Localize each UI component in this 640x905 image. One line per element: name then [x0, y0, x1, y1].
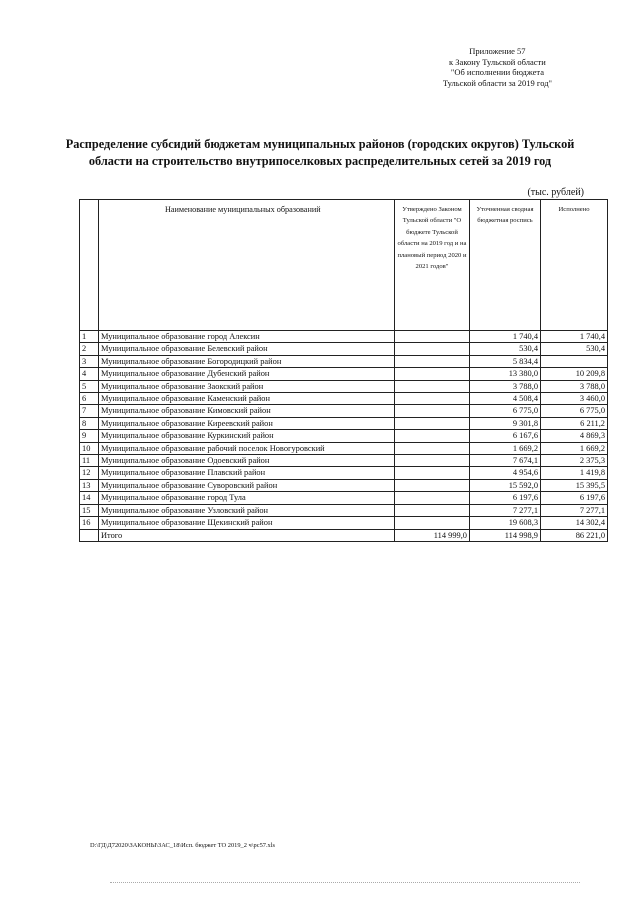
row-approved: [395, 393, 470, 405]
bottom-dotted-line: [110, 882, 580, 883]
row-name: Муниципальное образование Белевский район: [99, 343, 395, 355]
row-executed: 6 775,0: [541, 405, 608, 417]
table-row: [80, 430, 608, 442]
row-refined: 7 277,1: [470, 504, 541, 516]
row-index: 11: [80, 455, 99, 467]
document-title: [60, 136, 580, 170]
table-row: [80, 467, 608, 479]
row-executed: 6 211,2: [541, 417, 608, 429]
appendix-line-1: Приложение 57: [469, 46, 526, 56]
row-refined: 9 301,8: [470, 417, 541, 429]
total-executed: 86 221,0: [541, 529, 608, 541]
total-approved: 114 999,0: [395, 529, 470, 541]
row-index: 10: [80, 442, 99, 454]
row-name: Муниципальное образование Плавский район: [99, 467, 395, 479]
row-name: Муниципальное образование рабочий поселок Новогуровский: [99, 442, 395, 454]
header-refined: Уточненная сводная бюджетная роспись: [470, 200, 541, 331]
row-refined: 1 740,4: [470, 331, 541, 343]
row-name: Муниципальное образование Суворовский район: [99, 479, 395, 491]
row-name: Муниципальное образование Дубенский район: [99, 368, 395, 380]
header-name: Наименование муниципальных образований: [99, 200, 395, 331]
appendix-line-4: Тульской области за 2019 год": [442, 77, 552, 88]
table-row: [80, 517, 608, 529]
table-row: [80, 368, 608, 380]
subsidy-table: [79, 199, 608, 542]
file-path-footer: D:\ГД\Д72020\ЗАКОНЫ\ЗАС_18\Исп. бюджет ТО 2019_2 ч\рс57.xls: [90, 842, 276, 849]
row-name: Муниципальное образование Щекинский район: [99, 517, 395, 529]
row-approved: [395, 380, 470, 392]
row-index: 3: [80, 355, 99, 367]
row-approved: [395, 455, 470, 467]
table-row: [80, 492, 608, 504]
table-body: [80, 331, 608, 542]
row-executed: 14 302,4: [541, 517, 608, 529]
row-executed: 1 669,2: [541, 442, 608, 454]
row-index: 15: [80, 504, 99, 516]
row-executed: 7 277,1: [541, 504, 608, 516]
total-index: [80, 529, 99, 541]
row-index: 12: [80, 467, 99, 479]
row-executed: 3 788,0: [541, 380, 608, 392]
appendix-line-3: "Об исполнении бюджета: [450, 67, 544, 78]
row-name: Муниципальное образование Одоевский район: [99, 455, 395, 467]
row-approved: [395, 430, 470, 442]
row-index: 14: [80, 492, 99, 504]
row-index: 13: [80, 479, 99, 491]
row-name: Муниципальное образование Богородицкий район: [99, 355, 395, 367]
table-row: [80, 380, 608, 392]
row-name: Муниципальное образование город Алексин: [99, 331, 395, 343]
row-refined: 15 592,0: [470, 479, 541, 491]
row-name: Муниципальное образование Заокский район: [99, 380, 395, 392]
table-row: [80, 417, 608, 429]
row-refined: 5 834,4: [470, 355, 541, 367]
table-row: [80, 455, 608, 467]
row-refined: 6 197,6: [470, 492, 541, 504]
row-index: 8: [80, 417, 99, 429]
row-approved: [395, 467, 470, 479]
row-approved: [395, 492, 470, 504]
table-header-row: [80, 200, 608, 331]
row-approved: [395, 417, 470, 429]
row-refined: 19 608,3: [470, 517, 541, 529]
row-index: 16: [80, 517, 99, 529]
row-executed: 2 375,3: [541, 455, 608, 467]
row-name: Муниципальное образование Каменский район: [99, 393, 395, 405]
row-refined: 530,4: [470, 343, 541, 355]
row-executed: 3 460,0: [541, 393, 608, 405]
table-row: [80, 331, 608, 343]
row-approved: [395, 331, 470, 343]
row-name: Муниципальное образование Киреевский район: [99, 417, 395, 429]
row-index: 9: [80, 430, 99, 442]
total-row: [80, 529, 608, 541]
row-name: Муниципальное образование город Тула: [99, 492, 395, 504]
row-index: 2: [80, 343, 99, 355]
row-executed: 4 869,3: [541, 430, 608, 442]
row-executed: 1 740,4: [541, 331, 608, 343]
row-refined: 4 954,6: [470, 467, 541, 479]
row-name: Муниципальное образование Кимовский район: [99, 405, 395, 417]
row-refined: 6 775,0: [470, 405, 541, 417]
row-approved: [395, 442, 470, 454]
header-executed: Исполнено: [541, 200, 608, 331]
row-index: 6: [80, 393, 99, 405]
table-row: [80, 405, 608, 417]
total-refined: 114 998,9: [470, 529, 541, 541]
row-approved: [395, 355, 470, 367]
row-approved: [395, 479, 470, 491]
title-line-2: области на строительство внутрипоселковых распределительных сетей за 2019 год: [88, 154, 552, 168]
title-line-1: Распределение субсидий бюджетам муниципальных районов (городских округов) Тульской: [65, 137, 575, 151]
table-row: [80, 504, 608, 516]
table-row: [80, 479, 608, 491]
row-approved: [395, 504, 470, 516]
table-row: [80, 355, 608, 367]
row-approved: [395, 343, 470, 355]
row-refined: 6 167,6: [470, 430, 541, 442]
row-executed: 6 197,6: [541, 492, 608, 504]
row-approved: [395, 405, 470, 417]
row-index: 4: [80, 368, 99, 380]
row-executed: 15 395,5: [541, 479, 608, 491]
table-row: [80, 393, 608, 405]
total-label: Итого: [99, 529, 395, 541]
header-approved: Утверждено Законом Тульской области "О бюджете Тульской области на 2019 год и на плановый период 2020 и 2021 годов": [395, 200, 470, 331]
row-refined: 13 380,0: [470, 368, 541, 380]
row-name: Муниципальное образование Куркинский район: [99, 430, 395, 442]
row-refined: 1 669,2: [470, 442, 541, 454]
row-index: 7: [80, 405, 99, 417]
row-approved: [395, 368, 470, 380]
row-index: 5: [80, 380, 99, 392]
row-executed: [541, 355, 608, 367]
row-refined: 4 508,4: [470, 393, 541, 405]
row-refined: 7 674,1: [470, 455, 541, 467]
units-label: (тыс. рублей): [527, 187, 584, 198]
row-name: Муниципальное образование Узловский район: [99, 504, 395, 516]
appendix-line-2: к Закону Тульской области: [449, 56, 546, 67]
row-refined: 3 788,0: [470, 380, 541, 392]
table-row: [80, 442, 608, 454]
row-executed: 530,4: [541, 343, 608, 355]
row-approved: [395, 517, 470, 529]
row-executed: 1 419,8: [541, 467, 608, 479]
row-index: 1: [80, 331, 99, 343]
appendix-note: [443, 46, 552, 88]
header-index: [80, 200, 99, 331]
table-row: [80, 343, 608, 355]
row-executed: 10 209,8: [541, 368, 608, 380]
